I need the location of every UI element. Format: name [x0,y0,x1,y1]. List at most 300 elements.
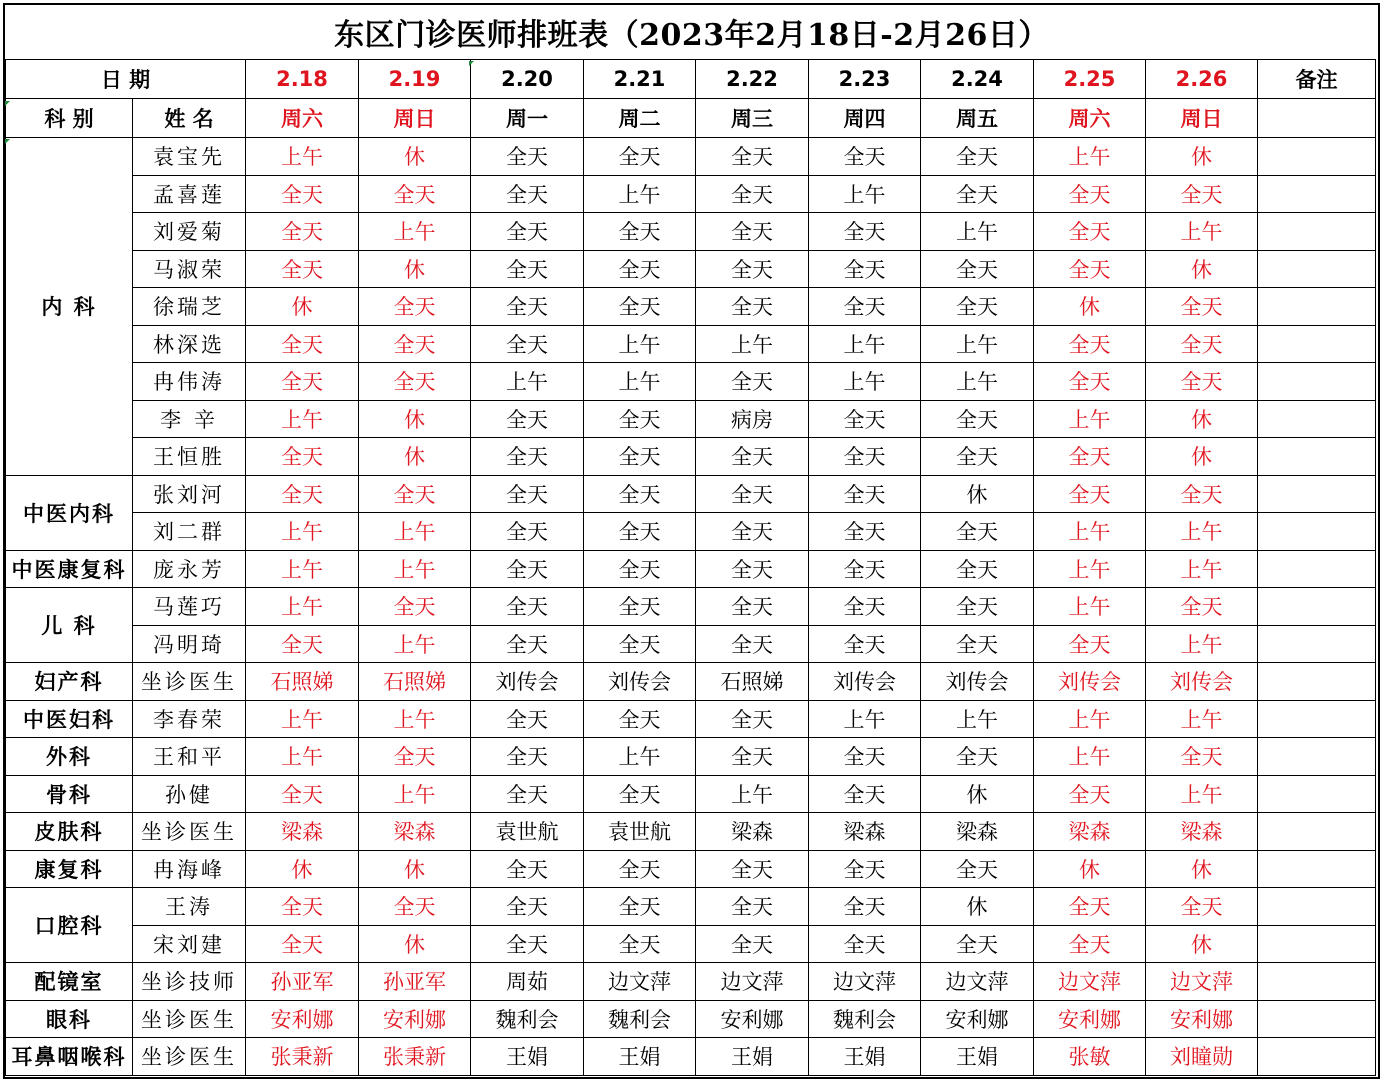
remark-cell [1258,513,1376,551]
doctor-name-cell: 徐瑞芝 [133,288,246,326]
shift-cell: 上午 [584,325,696,363]
shift-cell: 石照娣 [696,663,809,701]
shift-cell: 边文萍 [921,963,1034,1001]
shift-cell: 上午 [246,400,359,438]
shift-cell: 上午 [1146,625,1258,663]
comment-marker-icon [5,139,10,144]
shift-cell: 全天 [696,588,809,626]
table-row [6,213,1376,251]
shift-cell: 全天 [809,288,921,326]
shift-cell: 孙亚军 [246,963,359,1001]
shift-cell: 休 [246,288,359,326]
shift-cell: 全天 [1034,888,1146,926]
shift-cell: 上午 [359,513,471,551]
doctor-name-cell: 宋刘建 [133,925,246,963]
shift-cell: 全天 [1034,475,1146,513]
shift-cell: 全天 [921,513,1034,551]
remark-cell [1258,925,1376,963]
date-cell: 2.26 [1146,60,1258,99]
date-label: 日 期 [6,60,246,99]
shift-cell: 上午 [696,775,809,813]
table-row [6,363,1376,401]
table-row [6,288,1376,326]
date-cell: 2.24 [921,60,1034,99]
schedule-body [6,60,1376,1076]
table-row [6,588,1376,626]
shift-cell: 全天 [471,925,584,963]
shift-cell: 上午 [1146,700,1258,738]
shift-cell: 全天 [921,400,1034,438]
shift-cell: 全天 [921,438,1034,476]
remark-cell [1258,250,1376,288]
doctor-name-cell: 坐诊医生 [133,813,246,851]
shift-cell: 上午 [246,550,359,588]
shift-cell: 全天 [246,363,359,401]
shift-cell: 全天 [696,288,809,326]
shift-cell: 全天 [696,925,809,963]
shift-cell: 上午 [1034,513,1146,551]
shift-cell: 全天 [921,288,1034,326]
date-cell: 2.19 [359,60,471,99]
remark-cell [1258,475,1376,513]
shift-cell: 全天 [696,550,809,588]
shift-cell: 上午 [1146,513,1258,551]
department-cell: 皮肤科 [6,813,133,851]
shift-cell: 全天 [471,288,584,326]
shift-cell: 上午 [921,363,1034,401]
shift-cell: 安利娜 [1146,1000,1258,1038]
table-row [6,925,1376,963]
remark-cell [1258,99,1376,138]
shift-cell: 休 [1146,438,1258,476]
remark-cell [1258,175,1376,213]
shift-cell: 全天 [809,625,921,663]
department-cell: 配镜室 [6,963,133,1001]
shift-cell: 全天 [809,400,921,438]
shift-cell: 全天 [471,888,584,926]
shift-cell: 上午 [471,363,584,401]
shift-cell: 全天 [471,775,584,813]
shift-cell: 全天 [471,400,584,438]
date-header-row [6,60,1376,99]
weekday-cell: 周六 [1034,99,1146,138]
shift-cell: 刘传会 [1146,663,1258,701]
shift-cell: 全天 [809,475,921,513]
shift-cell: 梁森 [359,813,471,851]
date-cell: 2.20 [471,60,584,99]
shift-cell: 张敏 [1034,1038,1146,1076]
doctor-name-cell: 庞永芳 [133,550,246,588]
shift-cell: 全天 [1034,250,1146,288]
shift-cell: 全天 [1034,625,1146,663]
department-cell: 内 科 [6,138,133,476]
date-cell: 2.23 [809,60,921,99]
remark-cell [1258,400,1376,438]
doctor-name-cell: 坐诊医生 [133,663,246,701]
table-row [6,550,1376,588]
shift-cell: 休 [1146,400,1258,438]
shift-cell: 刘传会 [921,663,1034,701]
doctor-name-cell: 刘爱菊 [133,213,246,251]
doctor-name-cell: 坐诊技师 [133,963,246,1001]
shift-cell: 魏利会 [584,1000,696,1038]
doctor-name-cell: 王涛 [133,888,246,926]
shift-cell: 休 [359,250,471,288]
shift-cell: 全天 [471,250,584,288]
table-row [6,400,1376,438]
shift-cell: 上午 [359,550,471,588]
department-cell: 骨科 [6,775,133,813]
remark-cell [1258,738,1376,776]
shift-cell: 全天 [696,363,809,401]
remark-cell [1258,775,1376,813]
shift-cell: 全天 [584,775,696,813]
doctor-name-cell: 马淑荣 [133,250,246,288]
remark-cell [1258,138,1376,176]
shift-cell: 全天 [359,588,471,626]
department-cell: 耳鼻咽喉科 [6,1038,133,1076]
shift-cell: 上午 [246,588,359,626]
shift-cell: 休 [1146,250,1258,288]
date-cell: 2.22 [696,60,809,99]
shift-cell: 边文萍 [809,963,921,1001]
shift-cell: 王娟 [584,1038,696,1076]
shift-cell: 全天 [359,363,471,401]
shift-cell: 上午 [1034,738,1146,776]
shift-cell: 全天 [246,213,359,251]
table-row [6,663,1376,701]
shift-cell: 袁世航 [584,813,696,851]
table-row [6,850,1376,888]
shift-cell: 安利娜 [359,1000,471,1038]
shift-cell: 全天 [809,513,921,551]
department-cell: 中医妇科 [6,700,133,738]
shift-cell: 刘传会 [471,663,584,701]
shift-cell: 全天 [246,625,359,663]
shift-cell: 上午 [584,175,696,213]
remark-cell [1258,1038,1376,1076]
shift-cell: 周茹 [471,963,584,1001]
shift-cell: 王娟 [809,1038,921,1076]
shift-cell: 全天 [246,175,359,213]
shift-cell: 全天 [471,738,584,776]
shift-cell: 上午 [1146,550,1258,588]
weekday-cell: 周日 [1146,99,1258,138]
shift-cell: 休 [921,888,1034,926]
shift-cell: 全天 [584,250,696,288]
shift-cell: 刘瞳勋 [1146,1038,1258,1076]
table-row [6,475,1376,513]
shift-cell: 上午 [921,700,1034,738]
remark-cell [1258,813,1376,851]
table-row [6,963,1376,1001]
table-row [6,513,1376,551]
shift-cell: 全天 [471,138,584,176]
comment-marker-icon [469,61,474,66]
shift-cell: 全天 [1034,213,1146,251]
shift-cell: 魏利会 [471,1000,584,1038]
shift-cell: 全天 [921,625,1034,663]
doctor-name-cell: 王和平 [133,738,246,776]
shift-cell: 上午 [1146,775,1258,813]
shift-cell: 全天 [359,475,471,513]
shift-cell: 全天 [584,438,696,476]
shift-cell: 休 [359,138,471,176]
shift-cell: 全天 [809,438,921,476]
shift-cell: 边文萍 [1034,963,1146,1001]
shift-cell: 全天 [1034,775,1146,813]
shift-cell: 全天 [1146,363,1258,401]
shift-cell: 全天 [584,625,696,663]
shift-cell: 全天 [1034,363,1146,401]
shift-cell: 全天 [1146,325,1258,363]
shift-cell: 全天 [584,588,696,626]
dept-label: 科 别 [6,99,133,138]
shift-cell: 休 [1146,850,1258,888]
remark-cell [1258,663,1376,701]
shift-cell: 安利娜 [246,1000,359,1038]
shift-cell: 全天 [1146,288,1258,326]
shift-cell: 魏利会 [809,1000,921,1038]
shift-cell: 安利娜 [696,1000,809,1038]
remark-cell [1258,588,1376,626]
schedule-sheet [3,3,1380,1079]
shift-cell: 全天 [584,288,696,326]
shift-cell: 全天 [696,738,809,776]
doctor-name-cell: 李 辛 [133,400,246,438]
shift-cell: 全天 [584,513,696,551]
shift-cell: 全天 [921,925,1034,963]
shift-cell: 全天 [809,213,921,251]
shift-cell: 全天 [584,400,696,438]
shift-cell: 全天 [471,550,584,588]
doctor-name-cell: 冉伟涛 [133,363,246,401]
shift-cell: 上午 [1034,138,1146,176]
sheet-title: 东区门诊医师排班表（2023年2月18日-2月26日） [334,18,1049,53]
shift-cell: 休 [359,850,471,888]
doctor-name-cell: 刘二群 [133,513,246,551]
shift-cell: 全天 [584,700,696,738]
shift-cell: 上午 [921,213,1034,251]
shift-cell: 边文萍 [1146,963,1258,1001]
doctor-name-cell: 坐诊医生 [133,1000,246,1038]
weekday-header-row [6,99,1376,138]
shift-cell: 全天 [921,138,1034,176]
shift-cell: 上午 [696,325,809,363]
shift-cell: 休 [1034,850,1146,888]
shift-cell: 张秉新 [246,1038,359,1076]
shift-cell: 上午 [359,700,471,738]
shift-cell: 梁森 [921,813,1034,851]
weekday-cell: 周三 [696,99,809,138]
shift-cell: 全天 [246,325,359,363]
shift-cell: 休 [1146,138,1258,176]
shift-cell: 上午 [584,738,696,776]
shift-cell: 全天 [471,325,584,363]
shift-cell: 全天 [1146,738,1258,776]
table-row [6,175,1376,213]
shift-cell: 上午 [1034,400,1146,438]
shift-cell: 梁森 [1146,813,1258,851]
weekday-cell: 周六 [246,99,359,138]
shift-cell: 全天 [359,888,471,926]
date-cell: 2.18 [246,60,359,99]
date-cell: 2.25 [1034,60,1146,99]
shift-cell: 全天 [359,325,471,363]
shift-cell: 全天 [1034,175,1146,213]
shift-cell: 全天 [696,625,809,663]
shift-cell: 王娟 [921,1038,1034,1076]
remark-cell [1258,625,1376,663]
shift-cell: 全天 [471,475,584,513]
shift-cell: 全天 [809,250,921,288]
table-row [6,1000,1376,1038]
shift-cell: 全天 [1146,888,1258,926]
department-cell: 中医康复科 [6,550,133,588]
shift-cell: 全天 [921,850,1034,888]
doctor-name-cell: 王恒胜 [133,438,246,476]
shift-cell: 梁森 [809,813,921,851]
shift-cell: 全天 [471,175,584,213]
shift-cell: 全天 [921,175,1034,213]
weekday-cell: 周二 [584,99,696,138]
remark-cell [1258,213,1376,251]
shift-cell: 安利娜 [921,1000,1034,1038]
shift-cell: 休 [359,925,471,963]
shift-cell: 全天 [809,775,921,813]
shift-cell: 全天 [696,513,809,551]
shift-cell: 全天 [1034,925,1146,963]
shift-cell: 全天 [809,550,921,588]
shift-cell: 全天 [246,438,359,476]
shift-cell: 上午 [246,738,359,776]
shift-cell: 全天 [471,588,584,626]
doctor-name-cell: 冉海峰 [133,850,246,888]
shift-cell: 全天 [1034,325,1146,363]
doctor-name-cell: 李春荣 [133,700,246,738]
shift-cell: 上午 [246,138,359,176]
shift-cell: 上午 [809,700,921,738]
table-row [6,738,1376,776]
shift-cell: 休 [921,775,1034,813]
comment-marker-icon [5,101,10,106]
table-row [6,250,1376,288]
shift-cell: 上午 [246,513,359,551]
shift-cell: 上午 [359,625,471,663]
table-row [6,700,1376,738]
shift-cell: 安利娜 [1034,1000,1146,1038]
shift-cell: 王娟 [696,1038,809,1076]
shift-cell: 全天 [584,925,696,963]
remark-cell [1258,438,1376,476]
shift-cell: 全天 [921,250,1034,288]
shift-cell: 石照娣 [246,663,359,701]
department-cell: 外科 [6,738,133,776]
shift-cell: 全天 [1034,438,1146,476]
remark-cell [1258,363,1376,401]
shift-cell: 全天 [359,738,471,776]
shift-cell: 上午 [1034,550,1146,588]
shift-cell: 孙亚军 [359,963,471,1001]
shift-cell: 全天 [584,475,696,513]
shift-cell: 上午 [246,700,359,738]
weekday-cell: 周四 [809,99,921,138]
department-cell: 妇产科 [6,663,133,701]
remark-cell [1258,288,1376,326]
shift-cell: 休 [246,850,359,888]
remark-cell [1258,1000,1376,1038]
shift-cell: 石照娣 [359,663,471,701]
doctor-name-cell: 孟喜莲 [133,175,246,213]
shift-cell: 上午 [584,363,696,401]
shift-cell: 全天 [1146,588,1258,626]
shift-cell: 上午 [921,325,1034,363]
shift-cell: 全天 [359,288,471,326]
shift-cell: 上午 [1146,213,1258,251]
remark-label: 备注 [1258,60,1376,99]
shift-cell: 全天 [584,850,696,888]
shift-cell: 全天 [696,175,809,213]
shift-cell: 全天 [584,213,696,251]
remark-cell [1258,325,1376,363]
department-cell: 康复科 [6,850,133,888]
doctor-name-cell: 袁宝先 [133,138,246,176]
department-cell: 中医内科 [6,475,133,550]
doctor-name-cell: 马莲巧 [133,588,246,626]
shift-cell: 全天 [921,550,1034,588]
table-row [6,438,1376,476]
shift-cell: 全天 [696,475,809,513]
shift-cell: 全天 [359,175,471,213]
shift-cell: 全天 [246,775,359,813]
shift-cell: 全天 [696,438,809,476]
shift-cell: 全天 [246,925,359,963]
shift-cell: 全天 [471,625,584,663]
remark-cell [1258,963,1376,1001]
shift-cell: 全天 [809,888,921,926]
shift-cell: 全天 [809,588,921,626]
shift-cell: 刘传会 [809,663,921,701]
table-row [6,325,1376,363]
shift-cell: 全天 [809,850,921,888]
shift-cell: 全天 [471,213,584,251]
weekday-cell: 周一 [471,99,584,138]
shift-cell: 袁世航 [471,813,584,851]
table-row [6,138,1376,176]
shift-cell: 休 [359,438,471,476]
shift-cell: 上午 [359,775,471,813]
shift-cell: 上午 [359,213,471,251]
shift-cell: 梁森 [246,813,359,851]
shift-cell: 全天 [584,550,696,588]
shift-cell: 全天 [809,738,921,776]
shift-cell: 全天 [696,138,809,176]
shift-cell: 张秉新 [359,1038,471,1076]
department-cell: 儿 科 [6,588,133,663]
remark-cell [1258,550,1376,588]
shift-cell: 全天 [696,250,809,288]
shift-cell: 上午 [1034,700,1146,738]
shift-cell: 全天 [696,213,809,251]
shift-cell: 全天 [471,513,584,551]
shift-cell: 梁森 [696,813,809,851]
doctor-name-cell: 冯明琦 [133,625,246,663]
doctor-name-cell: 孙健 [133,775,246,813]
department-cell: 眼科 [6,1000,133,1038]
table-row [6,1038,1376,1076]
table-row [6,625,1376,663]
shift-cell: 全天 [1146,175,1258,213]
